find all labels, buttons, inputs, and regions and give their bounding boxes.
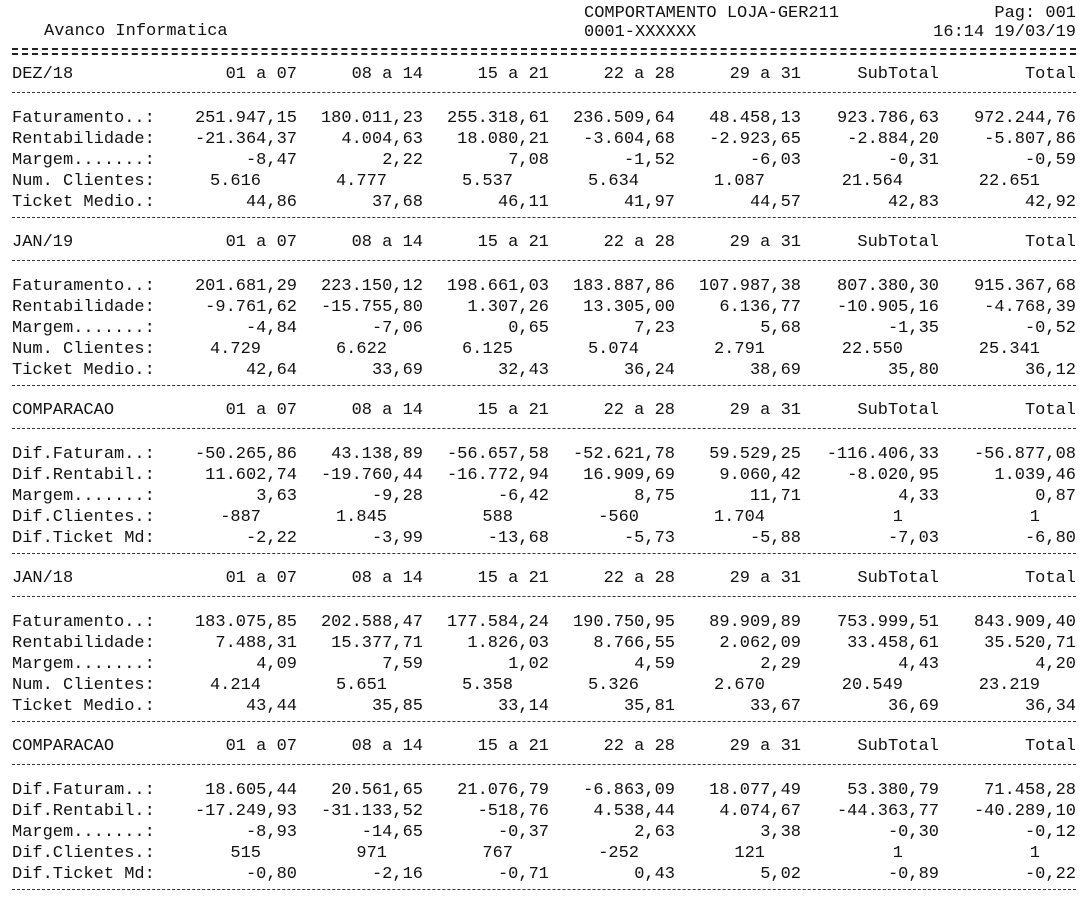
value-cell: 41,97 <box>623 193 675 212</box>
value-cell: -8.020,95 <box>847 466 939 485</box>
value-cell: 20.561,65 <box>331 781 423 800</box>
value-cell: 46,11 <box>497 193 549 212</box>
value-cell: 44,86 <box>245 193 297 212</box>
value-cell: 2,22 <box>382 151 423 170</box>
column-header: Total <box>1024 569 1076 588</box>
value-cell: -0,89 <box>887 865 939 884</box>
row-label: Dif.Clientes.: <box>12 508 155 527</box>
value-cell: 923.786,63 <box>836 109 939 128</box>
value-cell: 59.529,25 <box>709 445 801 464</box>
section-title: COMPARACAO <box>12 737 115 756</box>
value-cell: 843.909,40 <box>973 613 1076 632</box>
value-cell: 236.509,64 <box>572 109 675 128</box>
column-header: 15 a 21 <box>477 233 549 252</box>
column-header: 08 a 14 <box>351 401 423 420</box>
value-cell: 177.584,24 <box>446 613 549 632</box>
column-header: SubTotal <box>857 401 939 420</box>
value-cell: -0,37 <box>497 823 549 842</box>
value-cell: 4,33 <box>898 487 939 506</box>
value-cell: 43.138,89 <box>331 445 423 464</box>
value-cell: -10.905,16 <box>836 298 939 317</box>
section-header-row <box>0 232 1090 253</box>
column-header: Total <box>1024 737 1076 756</box>
value-cell: 515 <box>230 844 261 863</box>
table-row <box>0 108 1090 129</box>
column-header: 22 a 28 <box>603 569 675 588</box>
row-label: Dif.Faturam..: <box>12 781 155 800</box>
value-cell: 4.729 <box>209 340 261 359</box>
value-cell: 43,44 <box>245 697 297 716</box>
value-cell: 35,85 <box>371 697 423 716</box>
value-cell: -6,80 <box>1024 529 1076 548</box>
value-cell: -2.923,65 <box>709 130 801 149</box>
value-cell: 20.549 <box>841 676 903 695</box>
value-cell: 32,43 <box>497 361 549 380</box>
value-cell: -0,30 <box>887 823 939 842</box>
column-header: Total <box>1024 65 1076 84</box>
value-cell: 25.341 <box>978 340 1040 359</box>
value-cell: 3,38 <box>760 823 801 842</box>
column-header: 15 a 21 <box>477 401 549 420</box>
row-label: Dif.Clientes.: <box>12 844 155 863</box>
value-cell: 807.380,30 <box>836 277 939 296</box>
value-cell: 5.326 <box>587 676 639 695</box>
value-cell: -560 <box>598 508 639 527</box>
row-label: Faturamento..: <box>12 109 155 128</box>
value-cell: 44,57 <box>749 193 801 212</box>
column-header: SubTotal <box>857 737 939 756</box>
value-cell: -5,88 <box>749 529 801 548</box>
value-cell: -6,42 <box>497 487 549 506</box>
column-header: 01 a 07 <box>225 401 297 420</box>
value-cell: 8.766,55 <box>593 634 675 653</box>
value-cell: 0,87 <box>1035 487 1076 506</box>
value-cell: 767 <box>482 844 513 863</box>
value-cell: 21.076,79 <box>457 781 549 800</box>
value-cell: 5.651 <box>335 676 387 695</box>
value-cell: 18.077,49 <box>709 781 801 800</box>
value-cell: 22.550 <box>841 340 903 359</box>
value-cell: -13,68 <box>487 529 549 548</box>
column-header: 29 a 31 <box>729 401 801 420</box>
row-label: Dif.Rentabil.: <box>12 802 155 821</box>
row-label: Num. Clientes: <box>12 172 155 191</box>
value-cell: 7,08 <box>508 151 549 170</box>
value-cell: 4,20 <box>1035 655 1076 674</box>
value-cell: -56.877,08 <box>973 445 1076 464</box>
value-cell: 4.538,44 <box>593 802 675 821</box>
value-cell: 4,43 <box>898 655 939 674</box>
table-row <box>0 318 1090 339</box>
value-cell: 7,23 <box>634 319 675 338</box>
row-label: Margem.......: <box>12 151 155 170</box>
table-row <box>0 486 1090 507</box>
row-label: Faturamento..: <box>12 613 155 632</box>
value-cell: 183.887,86 <box>572 277 675 296</box>
value-cell: 6.125 <box>461 340 513 359</box>
value-cell: 2,29 <box>760 655 801 674</box>
value-cell: 4,09 <box>256 655 297 674</box>
row-label: Dif.Ticket Md: <box>12 529 155 548</box>
value-cell: 1 <box>892 844 903 863</box>
table-row <box>0 696 1090 717</box>
value-cell: -2,22 <box>245 529 297 548</box>
table-row <box>0 843 1090 864</box>
value-cell: 7.488,31 <box>215 634 297 653</box>
value-cell: 971 <box>356 844 387 863</box>
page-number: Pag: 001 <box>994 4 1076 23</box>
value-cell: 36,69 <box>887 697 939 716</box>
value-cell: 5.358 <box>461 676 513 695</box>
value-cell: 21.564 <box>841 172 903 191</box>
value-cell: 35,81 <box>623 697 675 716</box>
table-row <box>0 654 1090 675</box>
value-cell: 251.947,15 <box>194 109 297 128</box>
column-header: 15 a 21 <box>477 737 549 756</box>
value-cell: -4,84 <box>245 319 297 338</box>
column-header: 22 a 28 <box>603 401 675 420</box>
table-row <box>0 150 1090 171</box>
value-cell: -17.249,93 <box>194 802 297 821</box>
value-cell: -15.755,80 <box>320 298 423 317</box>
report-datetime: 16:14 19/03/19 <box>933 23 1076 42</box>
section-title: JAN/18 <box>12 569 74 588</box>
column-header: Total <box>1024 233 1076 252</box>
table-row <box>0 612 1090 633</box>
section-header-rule <box>12 596 1076 597</box>
row-label: Num. Clientes: <box>12 676 155 695</box>
value-cell: -2,16 <box>371 865 423 884</box>
value-cell: -9,28 <box>371 487 423 506</box>
section-header-row <box>0 400 1090 421</box>
row-label: Ticket Medio.: <box>12 361 155 380</box>
table-row <box>0 297 1090 318</box>
section-title: DEZ/18 <box>12 65 74 84</box>
value-cell: 2.670 <box>713 676 765 695</box>
value-cell: 35,80 <box>887 361 939 380</box>
row-label: Dif.Faturam..: <box>12 445 155 464</box>
value-cell: 22.651 <box>978 172 1040 191</box>
column-header: 08 a 14 <box>351 65 423 84</box>
value-cell: 7,59 <box>382 655 423 674</box>
value-cell: -7,03 <box>887 529 939 548</box>
table-row <box>0 822 1090 843</box>
company-name: Avanco Informatica <box>44 22 228 41</box>
value-cell: 190.750,95 <box>572 613 675 632</box>
value-cell: -3,99 <box>371 529 423 548</box>
value-cell: -0,71 <box>497 865 549 884</box>
value-cell: 2.062,09 <box>719 634 801 653</box>
table-row <box>0 864 1090 885</box>
value-cell: 183.075,85 <box>194 613 297 632</box>
value-cell: 255.318,61 <box>446 109 549 128</box>
value-cell: 13.305,00 <box>583 298 675 317</box>
row-label: Ticket Medio.: <box>12 697 155 716</box>
table-row <box>0 276 1090 297</box>
value-cell: 6.136,77 <box>719 298 801 317</box>
value-cell: 1.704 <box>713 508 765 527</box>
value-cell: -6,03 <box>749 151 801 170</box>
value-cell: 33,69 <box>371 361 423 380</box>
column-header: 15 a 21 <box>477 65 549 84</box>
value-cell: -5,73 <box>623 529 675 548</box>
table-row <box>0 171 1090 192</box>
column-header: 29 a 31 <box>729 233 801 252</box>
table-row <box>0 360 1090 381</box>
value-cell: 53.380,79 <box>847 781 939 800</box>
value-cell: 11,71 <box>749 487 801 506</box>
value-cell: -50.265,86 <box>194 445 297 464</box>
table-row <box>0 633 1090 654</box>
value-cell: 48.458,13 <box>709 109 801 128</box>
table-row <box>0 780 1090 801</box>
value-cell: -40.289,10 <box>973 802 1076 821</box>
value-cell: 36,34 <box>1024 697 1076 716</box>
value-cell: 1.307,26 <box>467 298 549 317</box>
section-header-row <box>0 568 1090 589</box>
value-cell: -31.133,52 <box>320 802 423 821</box>
value-cell: 202.588,47 <box>320 613 423 632</box>
value-cell: 4.777 <box>335 172 387 191</box>
row-label: Margem.......: <box>12 823 155 842</box>
value-cell: 4,59 <box>634 655 675 674</box>
value-cell: 223.150,12 <box>320 277 423 296</box>
section-header-row <box>0 64 1090 85</box>
value-cell: 5.074 <box>587 340 639 359</box>
section-end-rule <box>12 385 1076 386</box>
value-cell: -116.406,33 <box>826 445 939 464</box>
value-cell: 11.602,74 <box>205 466 297 485</box>
table-row <box>0 444 1090 465</box>
value-cell: 2.791 <box>713 340 765 359</box>
column-header: 01 a 07 <box>225 233 297 252</box>
value-cell: 2,63 <box>634 823 675 842</box>
value-cell: 0,43 <box>634 865 675 884</box>
value-cell: -5.807,86 <box>984 130 1076 149</box>
row-label: Margem.......: <box>12 655 155 674</box>
value-cell: 33,67 <box>749 697 801 716</box>
value-cell: 1 <box>892 508 903 527</box>
section-end-rule <box>12 217 1076 218</box>
value-cell: 1 <box>1029 844 1040 863</box>
table-row <box>0 339 1090 360</box>
value-cell: 42,83 <box>887 193 939 212</box>
value-cell: -19.760,44 <box>320 466 423 485</box>
value-cell: 1.845 <box>335 508 387 527</box>
value-cell: 1.826,03 <box>467 634 549 653</box>
value-cell: -1,52 <box>623 151 675 170</box>
value-cell: 38,69 <box>749 361 801 380</box>
value-cell: 107.987,38 <box>698 277 801 296</box>
value-cell: 1,02 <box>508 655 549 674</box>
row-label: Dif.Rentabil.: <box>12 466 155 485</box>
value-cell: 33,14 <box>497 697 549 716</box>
column-header: 22 a 28 <box>603 65 675 84</box>
store-code: 0001-XXXXXX <box>584 23 697 42</box>
value-cell: -518,76 <box>477 802 549 821</box>
column-header: Total <box>1024 401 1076 420</box>
value-cell: 121 <box>734 844 765 863</box>
section-end-rule <box>12 553 1076 554</box>
section-header-rule <box>12 92 1076 93</box>
section-title: COMPARACAO <box>12 401 115 420</box>
report-title: COMPORTAMENTO LOJA-GER211 <box>584 4 840 23</box>
column-header: 15 a 21 <box>477 569 549 588</box>
value-cell: 5.616 <box>209 172 261 191</box>
value-cell: 972.244,76 <box>973 109 1076 128</box>
row-label: Rentabilidade: <box>12 130 155 149</box>
value-cell: 23.219 <box>978 676 1040 695</box>
value-cell: -52.621,78 <box>572 445 675 464</box>
value-cell: 5,02 <box>760 865 801 884</box>
column-header: SubTotal <box>857 569 939 588</box>
row-label: Margem.......: <box>12 319 155 338</box>
value-cell: 1.039,46 <box>994 466 1076 485</box>
value-cell: 4.074,67 <box>719 802 801 821</box>
value-cell: 35.520,71 <box>984 634 1076 653</box>
value-cell: 33.458,61 <box>847 634 939 653</box>
value-cell: 753.999,51 <box>836 613 939 632</box>
column-header: SubTotal <box>857 233 939 252</box>
value-cell: -8,47 <box>245 151 297 170</box>
value-cell: 5.634 <box>587 172 639 191</box>
column-header: SubTotal <box>857 65 939 84</box>
value-cell: -8,93 <box>245 823 297 842</box>
value-cell: -21.364,37 <box>194 130 297 149</box>
value-cell: 71.458,28 <box>984 781 1076 800</box>
section-end-rule <box>12 721 1076 722</box>
value-cell: -7,06 <box>371 319 423 338</box>
value-cell: 0,65 <box>508 319 549 338</box>
value-cell: -0,80 <box>245 865 297 884</box>
value-cell: 8,75 <box>634 487 675 506</box>
section-header-rule <box>12 428 1076 429</box>
value-cell: -4.768,39 <box>984 298 1076 317</box>
value-cell: 4.214 <box>209 676 261 695</box>
value-cell: 18.605,44 <box>205 781 297 800</box>
table-row <box>0 675 1090 696</box>
column-header: 01 a 07 <box>225 737 297 756</box>
value-cell: 588 <box>482 508 513 527</box>
value-cell: -6.863,09 <box>583 781 675 800</box>
value-cell: -14,65 <box>361 823 423 842</box>
value-cell: -16.772,94 <box>446 466 549 485</box>
row-label: Rentabilidade: <box>12 298 155 317</box>
column-header: 29 a 31 <box>729 569 801 588</box>
section-header-rule <box>12 764 1076 765</box>
column-header: 29 a 31 <box>729 737 801 756</box>
value-cell: -887 <box>220 508 261 527</box>
value-cell: -0,52 <box>1024 319 1076 338</box>
value-cell: -0,12 <box>1024 823 1076 842</box>
value-cell: 1.087 <box>713 172 765 191</box>
row-label: Num. Clientes: <box>12 340 155 359</box>
value-cell: 3,63 <box>256 487 297 506</box>
value-cell: 915.367,68 <box>973 277 1076 296</box>
value-cell: -44.363,77 <box>836 802 939 821</box>
table-row <box>0 465 1090 486</box>
value-cell: -252 <box>598 844 639 863</box>
column-header: 01 a 07 <box>225 65 297 84</box>
value-cell: -3.604,68 <box>583 130 675 149</box>
table-row <box>0 507 1090 528</box>
column-header: 08 a 14 <box>351 233 423 252</box>
value-cell: -9.761,62 <box>205 298 297 317</box>
section-end-rule <box>12 889 1076 890</box>
table-row <box>0 192 1090 213</box>
value-cell: 16.909,69 <box>583 466 675 485</box>
value-cell: 37,68 <box>371 193 423 212</box>
table-row <box>0 528 1090 549</box>
value-cell: 5.537 <box>461 172 513 191</box>
table-row <box>0 129 1090 150</box>
row-label: Dif.Ticket Md: <box>12 865 155 884</box>
section-header-rule <box>12 260 1076 261</box>
column-header: 01 a 07 <box>225 569 297 588</box>
section-header-row <box>0 736 1090 757</box>
value-cell: -2.884,20 <box>847 130 939 149</box>
row-label: Margem.......: <box>12 487 155 506</box>
value-cell: 1 <box>1029 508 1040 527</box>
value-cell: 180.011,23 <box>320 109 423 128</box>
value-cell: 4.004,63 <box>341 130 423 149</box>
value-cell: 89.909,89 <box>709 613 801 632</box>
column-header: 08 a 14 <box>351 569 423 588</box>
row-label: Rentabilidade: <box>12 634 155 653</box>
value-cell: 42,64 <box>245 361 297 380</box>
value-cell: 18.080,21 <box>457 130 549 149</box>
value-cell: -0,22 <box>1024 865 1076 884</box>
value-cell: -0,59 <box>1024 151 1076 170</box>
table-row <box>0 801 1090 822</box>
value-cell: -56.657,58 <box>446 445 549 464</box>
value-cell: 6.622 <box>335 340 387 359</box>
value-cell: 198.661,03 <box>446 277 549 296</box>
value-cell: -0,31 <box>887 151 939 170</box>
value-cell: 5,68 <box>760 319 801 338</box>
value-cell: 15.377,71 <box>331 634 423 653</box>
header-double-rule <box>12 48 1076 55</box>
row-label: Ticket Medio.: <box>12 193 155 212</box>
value-cell: 36,12 <box>1024 361 1076 380</box>
value-cell: 36,24 <box>623 361 675 380</box>
value-cell: 201.681,29 <box>194 277 297 296</box>
row-label: Faturamento..: <box>12 277 155 296</box>
column-header: 22 a 28 <box>603 233 675 252</box>
section-title: JAN/19 <box>12 233 74 252</box>
column-header: 08 a 14 <box>351 737 423 756</box>
value-cell: -1,35 <box>887 319 939 338</box>
value-cell: 9.060,42 <box>719 466 801 485</box>
column-header: 22 a 28 <box>603 737 675 756</box>
value-cell: 42,92 <box>1024 193 1076 212</box>
column-header: 29 a 31 <box>729 65 801 84</box>
